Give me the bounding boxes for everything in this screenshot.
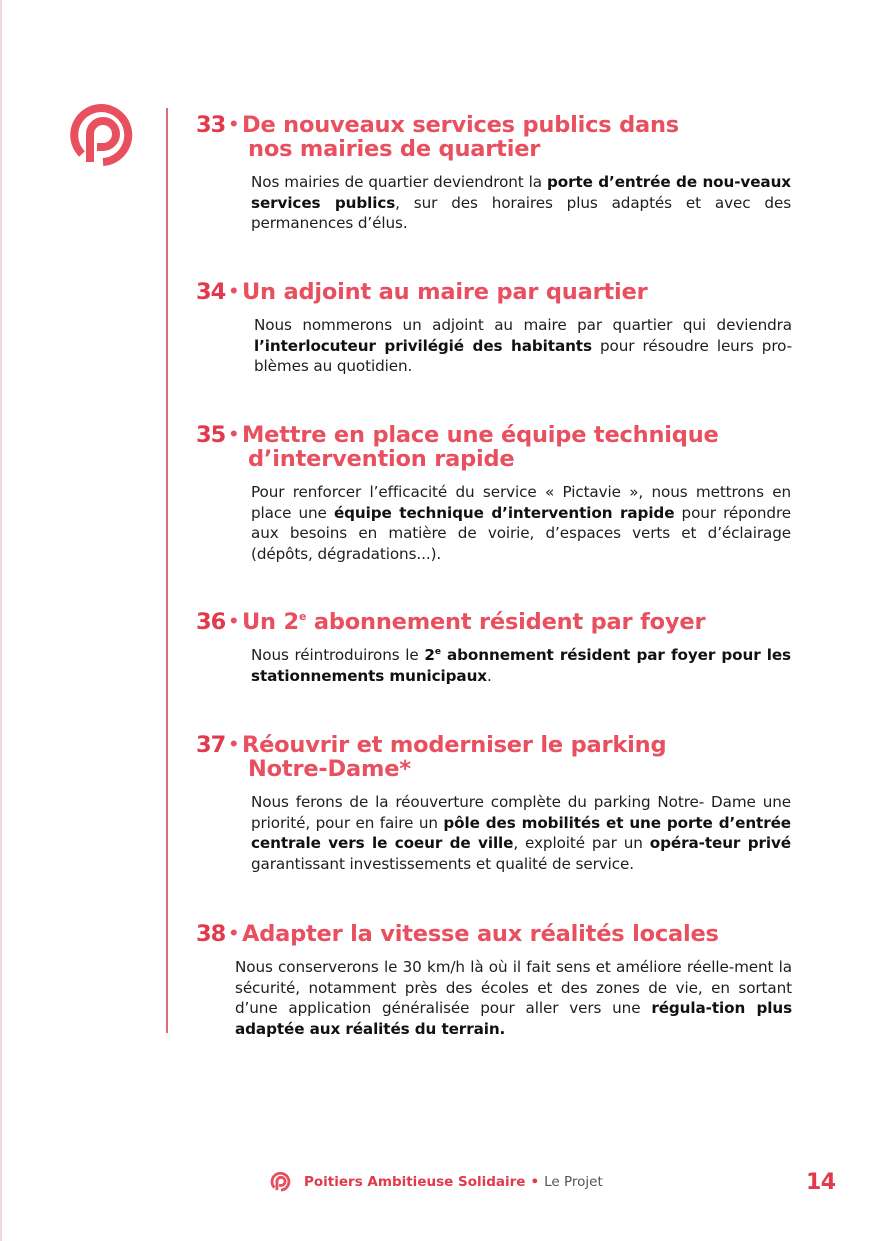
body-emphasis: régula-tion plus adaptée aux réalités du terrain. <box>235 999 793 1038</box>
title-line-1: Adapter la vitesse aux réalités locales <box>241 921 719 947</box>
body-emphasis: équipe technique d’intervention rapide <box>333 503 675 522</box>
bullet-dot: • <box>228 924 239 944</box>
item-body <box>196 482 791 564</box>
item-title <box>196 922 796 946</box>
footer-subtitle: Le Projet <box>544 1174 603 1190</box>
body-text: Nous ferons de la réouverture complète du parking Notre- Dame une priorité, pour en faire un <box>251 793 791 832</box>
bullet-dot: • <box>228 612 239 632</box>
bullet-dot: • <box>228 115 239 135</box>
body-text: , exploité par un <box>513 834 650 852</box>
bullet-dot: • <box>228 282 239 302</box>
body-text: Nos mairies de quartier deviendront la <box>251 173 547 191</box>
item-body <box>196 315 792 377</box>
content-vertical-rule <box>166 108 168 1033</box>
bullet-dot: • <box>228 735 239 755</box>
body-emphasis: porte d’entrée de nou-veaux services publics <box>251 173 791 212</box>
item-body <box>196 957 792 1039</box>
body-emphasis: opéra-teur privé <box>649 834 791 852</box>
program-item-33 <box>196 113 796 249</box>
body-emphasis: l’interlocuteur privilégié des habitants <box>254 336 592 355</box>
body-text: Nous réintroduirons le <box>251 646 425 664</box>
title-line-1: De nouveaux services publics dans <box>241 112 679 138</box>
party-p-logo-icon <box>270 1172 292 1192</box>
item-body <box>196 645 791 686</box>
item-title <box>196 280 796 304</box>
body-emphasis-text: abonnement résident par foyer pour les stationnements municipaux <box>251 646 791 685</box>
item-number: 36 <box>196 609 226 635</box>
body-text: , sur des horaires plus adaptés et avec des permanences d’élus. <box>251 193 792 232</box>
body-emphasis: pôle des mobilités et une porte d’entrée centrale vers le coeur de ville <box>251 813 792 852</box>
item-title <box>196 733 796 781</box>
body-text: pour répondre aux besoins en matière de voirie, d’espaces verts et d’éclairage (dépôts, dégradations...). <box>251 503 791 563</box>
footer-brand: Poitiers Ambitieuse Solidaire <box>304 1174 526 1190</box>
ordinal-superscript: e <box>434 647 441 657</box>
title-line-2: nos mairies de quartier <box>248 136 541 162</box>
title-text: abonnement résident par foyer <box>306 609 706 635</box>
item-title <box>196 610 796 634</box>
page-edge-line <box>0 0 2 1241</box>
page-footer <box>270 1170 603 1194</box>
bullet-dot: • <box>228 425 239 445</box>
title-line-1: Réouvrir et moderniser le parking <box>241 732 667 758</box>
body-text: Nous nommerons un adjoint au maire par quartier qui deviendra <box>254 316 792 334</box>
body-text: Nous conserverons le 30 km/h là où il fait sens et améliore réelle-ment la sécurité, notamment près des écoles et des zones de vie, en sortant d’une application généralisée pour aller vers une <box>235 958 792 1017</box>
item-number: 37 <box>196 732 226 758</box>
item-number: 33 <box>196 112 226 138</box>
item-number: 38 <box>196 921 226 947</box>
program-item-36 <box>196 610 796 701</box>
title-line-1: Mettre en place une équipe technique <box>241 422 719 448</box>
item-number: 35 <box>196 422 226 448</box>
program-item-34 <box>196 280 796 392</box>
title-text: Un 2 <box>241 609 299 635</box>
item-title <box>196 113 796 161</box>
program-item-37 <box>196 733 796 889</box>
footer-separator: • <box>530 1174 540 1190</box>
program-item-38 <box>196 922 796 1054</box>
party-p-logo-icon <box>68 104 138 168</box>
body-emphasis-text: 2 <box>424 646 435 664</box>
body-text: pour résoudre leurs pro-blèmes au quotidien. <box>254 336 792 375</box>
program-item-35 <box>196 423 796 579</box>
item-body <box>196 172 791 234</box>
item-number: 34 <box>196 279 226 305</box>
body-text: garantissant investissements et qualité de service. <box>251 854 634 873</box>
item-title <box>196 423 796 471</box>
title-line-2: Notre-Dame* <box>248 756 411 782</box>
ordinal-superscript: e <box>298 610 307 623</box>
item-body <box>196 792 791 874</box>
page-number: 14 <box>806 1170 836 1195</box>
body-text: Pour renforcer l’efficacité du service « Pictavie », nous mettrons en place une <box>251 483 791 522</box>
body-text: . <box>487 666 492 685</box>
title-line-1: Un adjoint au maire par quartier <box>241 279 648 305</box>
title-line-2: d’intervention rapide <box>248 446 515 472</box>
